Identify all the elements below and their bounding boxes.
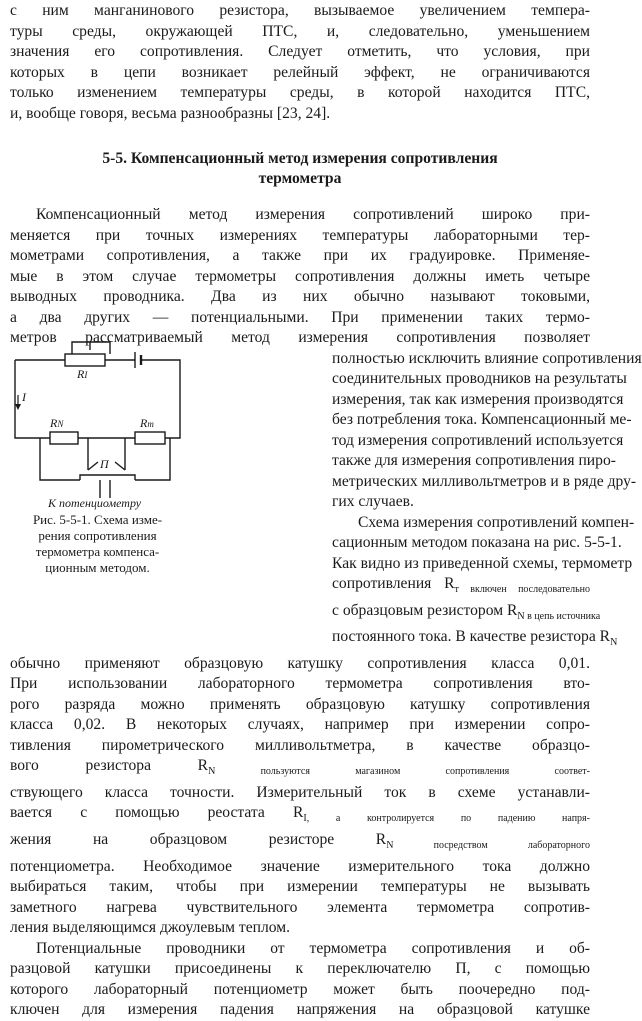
wrapped-text bbox=[332, 349, 642, 513]
text-line: сационным методом показана на рис. 5-5-1. bbox=[332, 534, 622, 551]
text-line: также для измерения сопротивления пиро- bbox=[332, 452, 616, 469]
text-line: тивления пирометрического милливольтметра, в качестве образцо- bbox=[10, 736, 590, 754]
text-line: постоянного тока. В качестве резистора $R_N$ bbox=[332, 628, 618, 649]
circuit-diagram bbox=[10, 330, 185, 510]
text-line: При использовании лабораторного термометра сопротивления вто- bbox=[10, 675, 590, 693]
text-line: вается с помощью реостата $R_{I, а контролируется по падению напря-}$ bbox=[10, 804, 590, 825]
text-line: тод измерения сопротивлений используется bbox=[332, 431, 624, 449]
caption-line: ционным методом. bbox=[45, 560, 150, 575]
text-line: потенциометра. Необходимое значение измерительного тока должно bbox=[10, 857, 590, 875]
text-line: а два других — потенциальными. При применении таких термо- bbox=[10, 308, 590, 326]
label-switch: П bbox=[100, 457, 109, 471]
text-line: ключен для измерения падения напряжения на образцовой катушке bbox=[10, 1001, 590, 1019]
caption-line: термометра компенса- bbox=[35, 544, 160, 559]
text-line: меняется при точных измерениях температуры лабораторными тер- bbox=[10, 226, 590, 244]
text-line: жения на образцовом резисторе $R_{N посредством лабораторного}$ bbox=[10, 831, 590, 852]
text-line: без потребления тока. Компенсационный ме- bbox=[332, 411, 632, 428]
text-line: сопротивления $R_{т включен последовательно}$ bbox=[332, 575, 590, 596]
text-line: ствующего класса точности. Измерительный ток в схеме устанавли- bbox=[10, 783, 590, 801]
figure-caption bbox=[10, 512, 185, 576]
text-line: ления выделяющимся джоулевым теплом. bbox=[10, 919, 291, 937]
text-line: с образцовым резистором $R_{N в цепь источника}$ bbox=[332, 601, 601, 622]
text-line: соединительных проводников на результаты bbox=[332, 370, 627, 387]
text-line: разцовой катушки присоединены к переключателю П, с помощью bbox=[10, 960, 590, 978]
text-line: значения его сопротивления. Следует отметить, что условия, при bbox=[10, 43, 590, 60]
section-heading bbox=[10, 149, 590, 189]
caption-line: Рис. 5-5-1. Схема изме- bbox=[32, 512, 163, 527]
section-title-line: термометра bbox=[258, 170, 342, 187]
text-line: которых в цепи возникает релейный эффект, не ограничиваются bbox=[10, 63, 590, 81]
text-line: измерения, так как измерения производятся bbox=[332, 390, 624, 408]
label-rt: Rт bbox=[140, 416, 154, 430]
paragraph-2 bbox=[10, 513, 635, 939]
paragraph-3 bbox=[10, 939, 590, 1021]
text-line: полностью исключить влияние сопротивления bbox=[332, 349, 642, 367]
text-line: обычно применяют образцовую катушку сопротивления класса 0,01. bbox=[10, 654, 590, 672]
text-line: выводных проводника. Два из них обычно называют токовыми, bbox=[10, 288, 590, 305]
text-line: метров рассматриваемый метод измерения сопротивления позволяет bbox=[10, 329, 590, 346]
intro-paragraph bbox=[10, 1, 590, 124]
text-line: которого лабораторный потенциометр может быть поочередно под- bbox=[10, 980, 590, 998]
text-line: туры среды, окружающей ПТС, и, следовательно, уменьшением bbox=[10, 22, 590, 40]
text-line: Компенсационный метод измерения сопротивлений широко при- bbox=[36, 206, 590, 223]
section-title-line: 5-5. Компенсационный метод измерения сопротивления bbox=[102, 150, 498, 167]
label-rn: RN bbox=[50, 416, 64, 430]
caption-line: рения сопротивления bbox=[38, 528, 157, 543]
text-line: рого разряда можно применять образцовую катушку сопротивления bbox=[10, 695, 590, 713]
text-line: Схема измерения сопротивлений компен- bbox=[358, 513, 635, 531]
wrapped-text bbox=[332, 513, 635, 654]
text-line: вого резистора $R_{N пользуются магазином сопротивления соответ-}$ bbox=[10, 757, 591, 778]
text-line: Как видно из приведенной схемы, термометр bbox=[332, 554, 633, 572]
text-line: Потенциальные проводники от термометра сопротивления и об- bbox=[36, 939, 590, 957]
text-line: выбираться таким, чтобы при измерении температуры не вызывать bbox=[10, 878, 590, 896]
text-line: класса 0,02. В некоторых случаях, например при измерении сопро- bbox=[10, 716, 590, 734]
label-ri: RI bbox=[77, 367, 88, 381]
figure-5-5-1 bbox=[10, 330, 185, 576]
text-line: метрических милливольтметров и в ряде дру- bbox=[332, 472, 637, 490]
label-potentiometer: К потенциометру bbox=[48, 496, 142, 510]
text-line: с ним манганинового резистора, вызываемое увеличением темпера- bbox=[10, 2, 590, 19]
text-line: мые в этом случае термометры сопротивления должны иметь четыре bbox=[10, 267, 590, 285]
text-line: заметного нагрева чувствительного элемента термометра сопротив- bbox=[10, 898, 590, 916]
text-line: и, вообще говоря, весьма разнообразны [23, 24]. bbox=[10, 104, 331, 122]
text-line: только изменением температуры среды, в которой находится ПТС, bbox=[10, 84, 590, 101]
label-current: I bbox=[22, 390, 26, 404]
text-line: гих случаев. bbox=[332, 493, 414, 510]
text-line: мометрами сопротивления, а также при их градуировке. Применяе- bbox=[10, 247, 590, 264]
